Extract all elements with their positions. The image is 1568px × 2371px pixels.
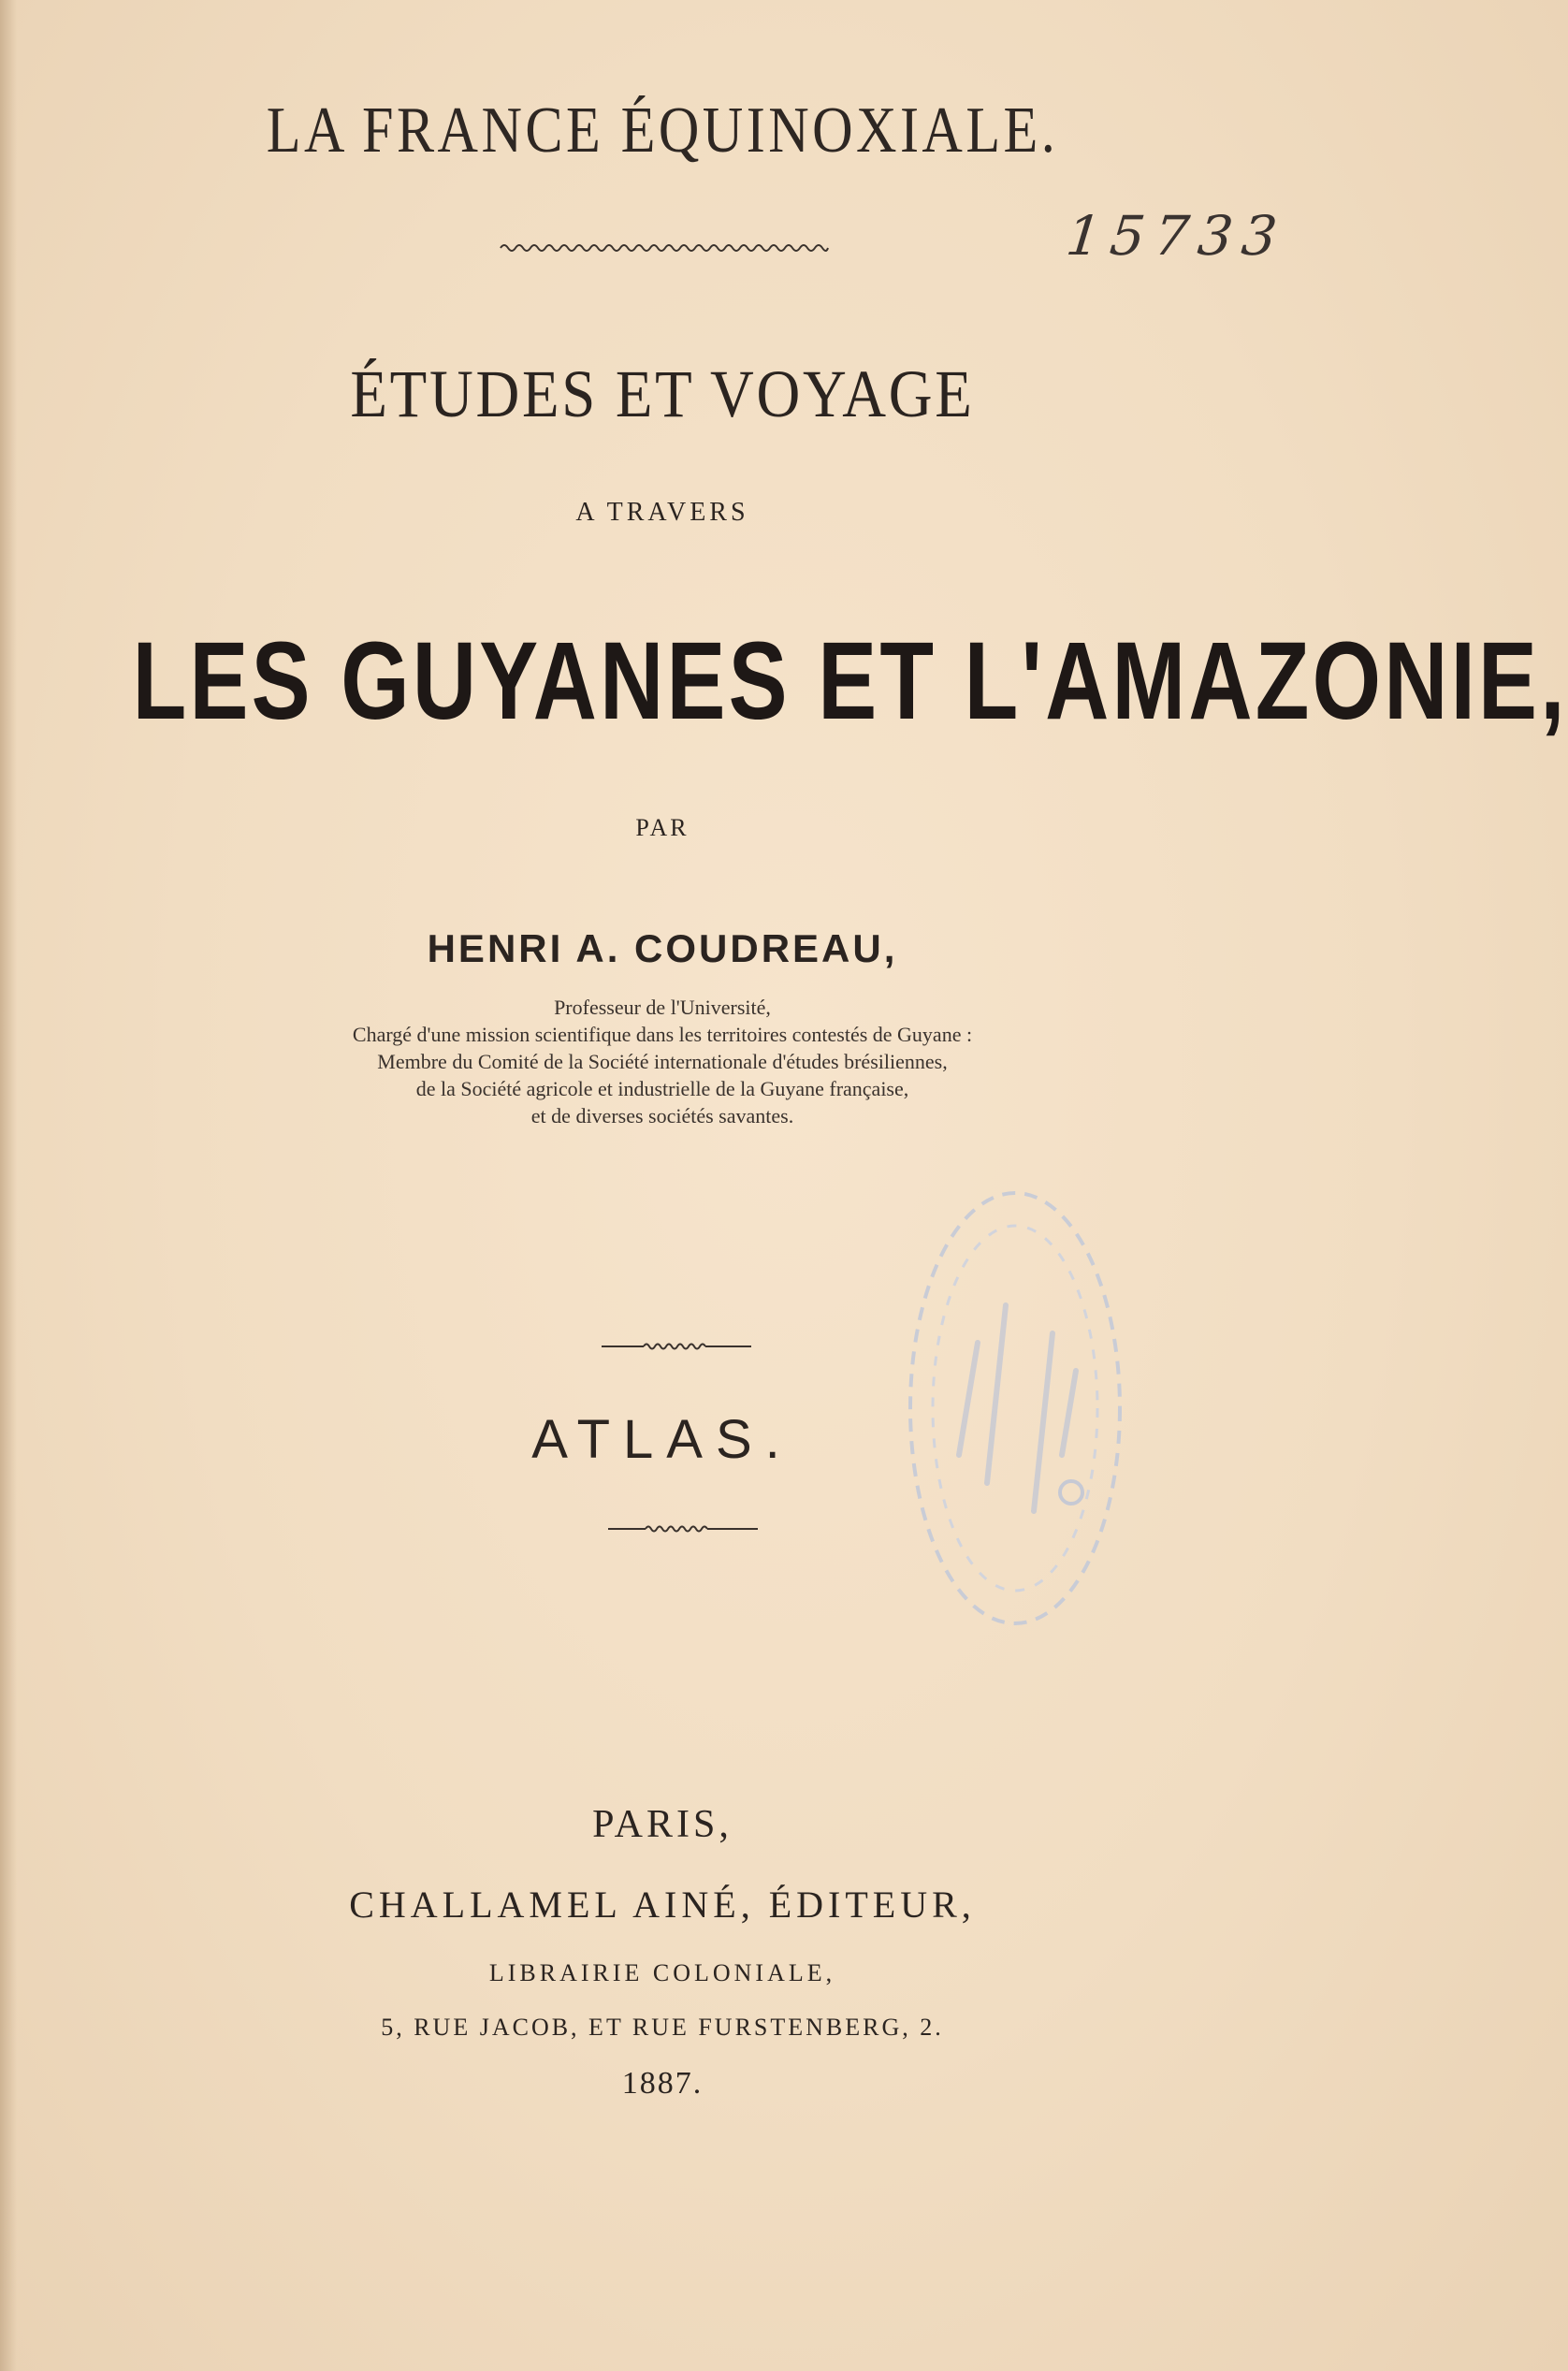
series-title: LA FRANCE ÉQUINOXIALE. — [266, 95, 1059, 167]
imprint-city: PARIS, — [592, 1803, 733, 1846]
imprint-library: LIBRAIRIE COLONIALE, — [488, 1959, 836, 1986]
imprint-address: 5, RUE JACOB, ET RUE FURSTENBERG, 2. — [381, 2014, 944, 2041]
credential-line: de la Société agricole et industrielle de la Guyane française, — [415, 1077, 909, 1100]
subject-title: LES GUYANES ET L'AMAZONIE, — [132, 619, 1568, 743]
author-by-label: PAR — [635, 814, 690, 841]
author-name: HENRI A. COUDREAU, — [427, 926, 898, 970]
wavy-rule-below-atlas — [608, 1522, 758, 1535]
imprint-publisher: CHALLAMEL AINÉ, ÉDITEUR, — [349, 1884, 976, 1926]
main-title: ÉTUDES ET VOYAGE — [350, 356, 975, 431]
volume-label: ATLAS. — [531, 1409, 793, 1470]
credential-line: Chargé d'une mission scientifique dans les territoires contestés de Guyane : — [352, 1023, 973, 1046]
title-connector: A TRAVERS — [575, 498, 749, 527]
credential-line: Professeur de l'Université, — [554, 996, 771, 1019]
shelfmark-number: 15733 — [1063, 204, 1290, 268]
wavy-rule-above-atlas — [602, 1340, 751, 1353]
author-credentials — [0, 994, 1325, 1129]
credential-line: Membre du Comité de la Société internationale d'études brésiliennes, — [377, 1050, 948, 1073]
imprint-year: 1887. — [621, 2066, 704, 2101]
library-stamp — [893, 1174, 1137, 1642]
wavy-rule-top — [501, 241, 828, 255]
credential-line: et de diverses sociétés savantes. — [530, 1104, 794, 1127]
